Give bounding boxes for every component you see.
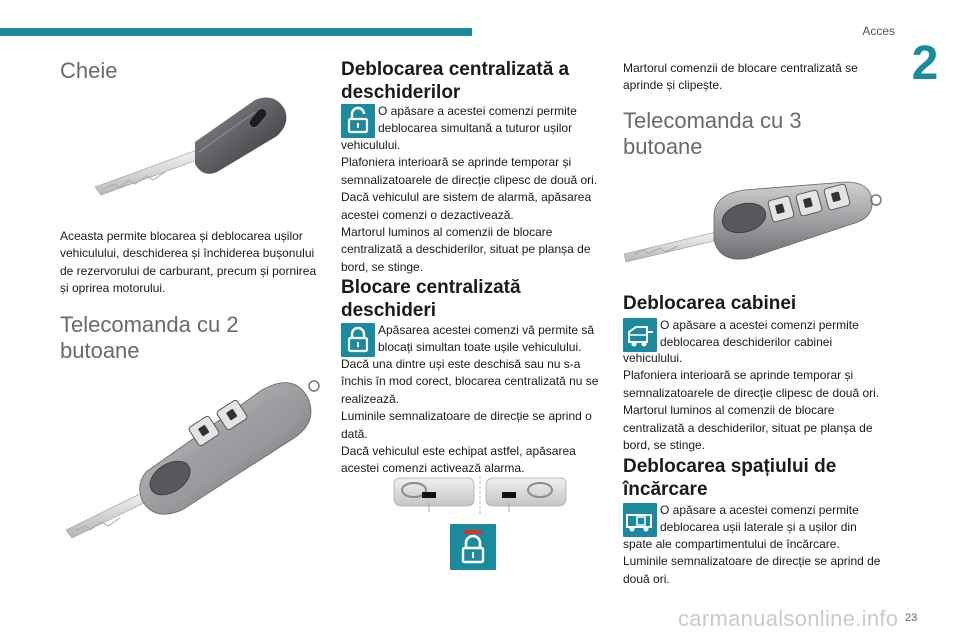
header-accent-bar [0,28,472,36]
heading-telecomanda-2 [60,312,239,364]
heading-blocare-centralizata [341,276,521,322]
heading-line: încărcare [623,479,708,500]
text-line: Apăsarea acestei comenzi vă permite să [378,323,595,337]
paragraph-cheie: Aceasta permite blocarea și deblocarea ușilor vehiculului, deschiderea și închiderea bușonului de rezervorului de carburant, precum și pornirea și oprirea motorului. [60,229,317,296]
text-line: deblocarea ușii laterale și a ușilor din [660,520,857,535]
icon-paragraph-text [378,103,608,138]
heading-line: Deblocarea spațiului de [623,456,837,477]
cargo-unlock-icon [623,503,657,537]
section-title: Acces [862,24,895,38]
text-line: spate ale compartimentului de încărcare. [623,537,840,551]
heading-deblocarea-cabinei: Deblocarea cabinei [623,293,797,314]
text-line: Martorul luminos al comenzii de blocare centralizată a deschiderilor, situat pe planșa de bord, se stinge. [623,403,873,453]
heading-line: Deblocarea centralizată a [341,59,570,80]
lock-padlock-icon [341,323,375,357]
text-line: deblocarea deschiderilor cabinei [660,335,833,350]
lock-indicator-icon [450,524,496,570]
heading-line: deschiderilor [341,82,461,103]
key-illustration [85,92,295,202]
text-line: deblocarea simultană a tuturor ușilor [378,121,573,136]
heading-line: Telecomanda cu 2 [60,312,239,337]
text-line: Luminile semnalizatoare de direcție se aprind de două ori. [623,554,881,586]
heading-cheie: Cheie [60,58,118,83]
text-line: vehiculului. [623,351,683,365]
unlock-padlock-icon [341,104,375,138]
text-line: O apăsare a acestei comenzi permite [660,503,859,517]
text-line: O apăsare a acestei comenzi permite [378,104,577,118]
heading-deblocarea-centralizata [341,58,569,104]
paragraph-deblocare [341,137,611,276]
text-line: Luminile semnalizatoare de direcție se aprind o dată. [341,409,592,441]
paragraph-martor: Martorul comenzii de blocare centralizată se aprinde și clipește. [623,61,858,93]
text-line: Plafoniera interioară se aprinde temporar și semnalizatoarele de direcție clipesc de două ori. [341,155,598,187]
paragraph-incarcare [623,536,893,588]
heading-line: deschideri [341,300,437,321]
cab-unlock-icon [623,318,657,352]
icon-paragraph-text [660,317,890,352]
paragraph-cabina [623,350,893,454]
watermark: carmanualsonline.info [678,606,899,631]
text-line: Dacă vehiculul are sistem de alarmă, apăsarea acestei comenzi o dezactivează. [341,190,592,222]
text-line: Plafoniera interioară se aprinde temporar și semnalizatoarele de direcție clipesc de două ori. [623,368,880,400]
paragraph-blocare [341,356,611,478]
icon-paragraph-text [378,322,608,357]
text-line: blocați simultan toate ușile vehiculului. [378,340,582,355]
remote-3-buttons-illustration [620,176,882,272]
text-line: Dacă vehiculul este echipat astfel, apăsarea acestei comenzi activează alarma. [341,444,576,476]
text-line: O apăsare a acestei comenzi permite [660,318,859,332]
heading-deblocarea-spatiului [623,455,836,501]
dashboard-lock-indicator-illustration [390,474,570,516]
icon-paragraph-text [660,502,890,537]
chapter-number: 2 [911,37,939,90]
remote-2-buttons-illustration [62,372,324,542]
heading-telecomanda-3 [623,108,802,160]
heading-line: Telecomanda cu 3 [623,108,802,133]
heading-line: Blocare centralizată [341,277,521,298]
text-line: vehiculului. [341,138,401,152]
heading-line: butoane [60,338,140,363]
page-number: 23 [905,612,918,624]
heading-line: butoane [623,134,703,159]
text-line: Martorul luminos al comenzii de blocare centralizată a deschiderilor, situat pe planșa de bord, se stinge. [341,225,591,274]
text-line: Dacă una dintre uși este deschisă sau nu s-a închis în mod corect, blocarea centralizată nu se realizează. [341,357,599,406]
